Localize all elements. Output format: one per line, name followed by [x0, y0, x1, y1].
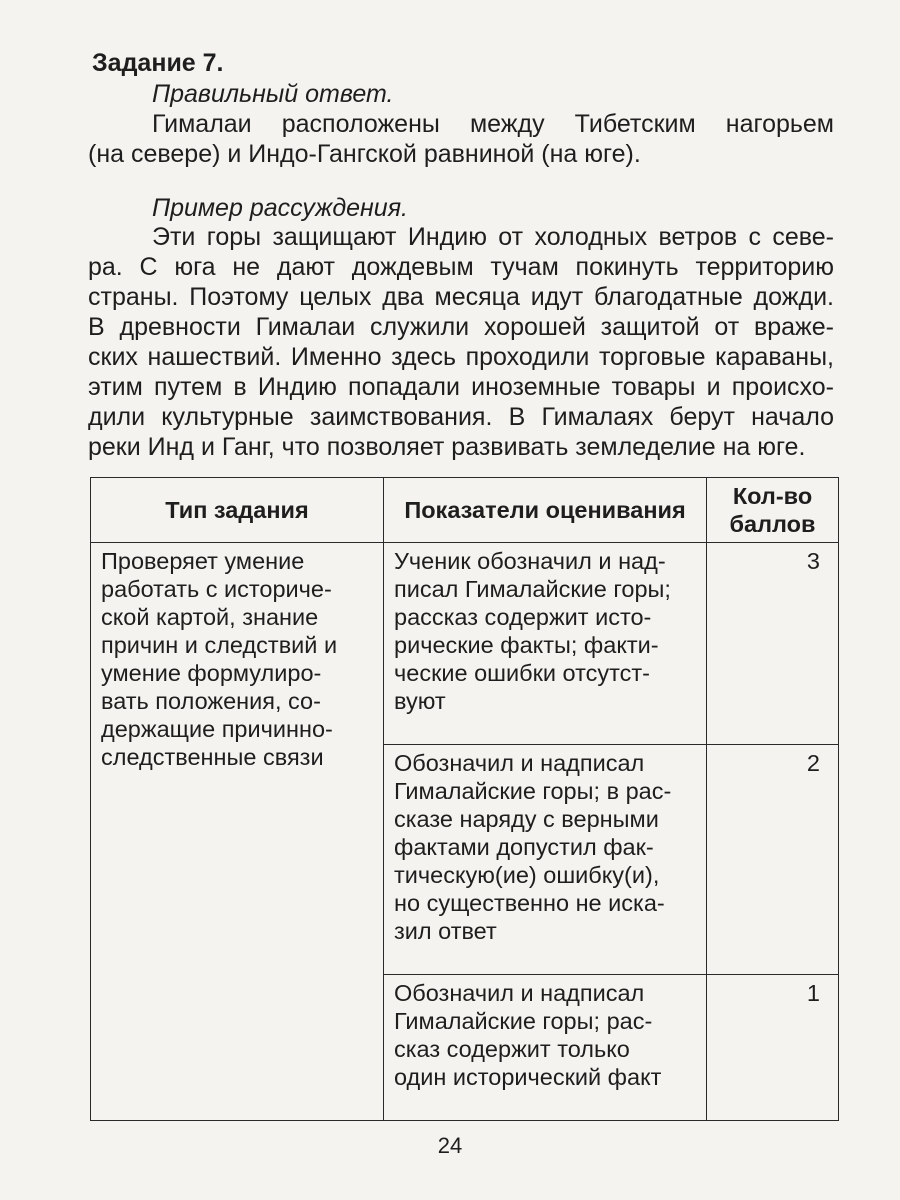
task-type-cell [91, 543, 384, 1121]
criteria-line: ческие ошибки отсутст- [394, 660, 650, 686]
reasoning-line: реки Инд и Ганг, что позволяет развивать земледелие на юге. [88, 433, 806, 461]
reasoning-line: дили культурные заимствования. В Гималаях берут начало [88, 403, 834, 431]
task-type-line: держащие причинно- [101, 716, 333, 742]
criteria-cell [384, 745, 707, 975]
criteria-cell [384, 975, 707, 1121]
header-task-type: Тип задания [91, 478, 384, 543]
reasoning-line: ских нашествий. Именно здесь проходили торговые караваны, [88, 343, 834, 371]
correct-answer-heading: Правильный ответ. [152, 80, 394, 108]
reasoning-line: страны. Поэтому целых два месяца идут благодатные дожди. [88, 283, 834, 311]
criteria-line: сказе наряду с верными [394, 806, 659, 832]
task-type-line: вать положения, со- [101, 688, 321, 714]
criteria-line: вуют [394, 688, 446, 714]
reasoning-paragraph [88, 222, 834, 462]
criteria-line: Гималайские горы; рас- [394, 1008, 653, 1034]
criteria-line: Ученик обозначил и над- [394, 548, 666, 574]
reasoning-heading: Пример рассуждения. [152, 194, 409, 222]
task-type-line: Проверяет умение [101, 548, 305, 574]
task-type-line: следственные связи [101, 744, 324, 770]
correct-answer-paragraph [88, 109, 834, 169]
criteria-line: фактами допустил фак- [394, 834, 654, 860]
page-number: 24 [437, 1133, 463, 1158]
criteria-line: один исторический факт [394, 1064, 662, 1090]
grading-table [90, 477, 839, 1121]
correct-answer-line: (на севере) и Индо-Гангской равниной (на юге). [88, 140, 641, 168]
criteria-line: сказ содержит только [394, 1036, 630, 1062]
points-cell: 1 [707, 975, 839, 1121]
table-header-row [91, 478, 839, 543]
task-title: Задание 7. [92, 49, 224, 77]
criteria-line: но существенно не иска- [394, 890, 665, 916]
reasoning-line: ра. С юга не дают дождевым тучам покинуть территорию [88, 253, 834, 281]
criteria-line: рассказ содержит исто- [394, 604, 652, 630]
criteria-line: Обозначил и надписал [394, 980, 645, 1006]
reasoning-line: В древности Гималаи служили хорошей защитой от враже- [88, 313, 834, 341]
header-points-line: баллов [729, 511, 816, 537]
header-points-line: Кол-во [732, 483, 813, 509]
task-type-line: умение формулиро- [101, 660, 322, 686]
task-type-line: причин и следствий и [101, 632, 338, 658]
reasoning-line: Эти горы защищают Индию от холодных ветров с севе- [152, 223, 834, 251]
task-type-line: ской картой, знание [101, 604, 319, 630]
criteria-line: тическую(ие) ошибку(и), [394, 862, 660, 888]
table-row [91, 543, 839, 745]
correct-answer-line: Гималаи расположены между Тибетским нагорьем [152, 110, 834, 138]
task-type-line: работать с историче- [101, 576, 332, 602]
criteria-line: писал Гималайские горы; [394, 576, 671, 602]
criteria-line: рические факты; факти- [394, 632, 659, 658]
reasoning-line: этим путем в Индию попадали иноземные товары и происхо- [88, 373, 834, 401]
header-points [707, 478, 839, 543]
criteria-line: Гималайские горы; в рас- [394, 778, 672, 804]
criteria-line: зил ответ [394, 918, 497, 944]
points-cell: 3 [707, 543, 839, 745]
header-criteria: Показатели оценивания [384, 478, 707, 543]
criteria-cell [384, 543, 707, 745]
criteria-line: Обозначил и надписал [394, 750, 645, 776]
points-cell: 2 [707, 745, 839, 975]
